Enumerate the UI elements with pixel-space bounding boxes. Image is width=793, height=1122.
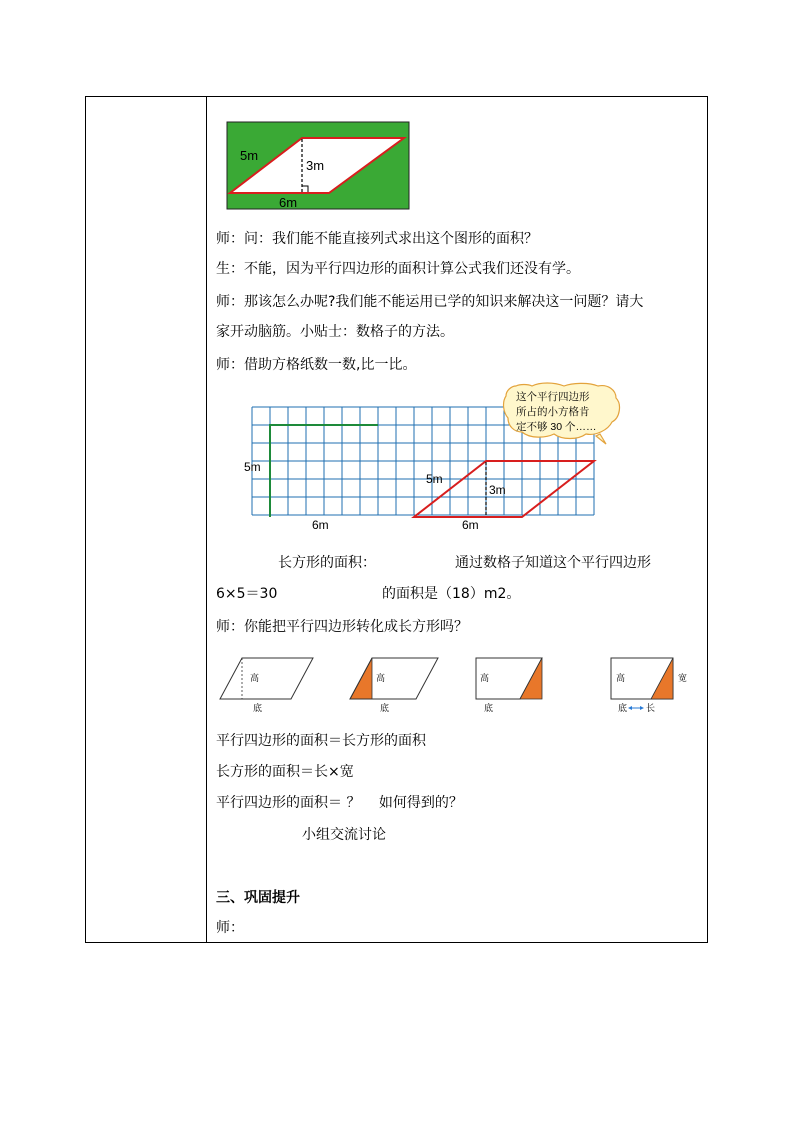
step-2 — [350, 658, 438, 713]
parallelogram-figure — [226, 121, 411, 211]
step-4-height-label: 高 — [616, 673, 626, 683]
step-3 — [476, 658, 542, 713]
question-4: 师：你能把平行四边形转化成长方形吗？ — [216, 619, 468, 635]
grid-figure — [240, 382, 630, 538]
para-side-label: 5m — [426, 472, 443, 486]
bubble-line-1: 这个平行四边形 — [516, 391, 590, 403]
step-3-triangle — [520, 658, 542, 699]
question-3: 师：借助方格纸数一数,比一比。 — [216, 357, 417, 373]
bubble-line-2: 所占的小方格肯 — [516, 406, 590, 418]
step-4-triangle — [651, 658, 673, 699]
side-label: 5m — [240, 148, 259, 163]
para-height-label: 3m — [489, 483, 506, 497]
rect-formula: 6×5＝30 — [216, 586, 278, 602]
step-4 — [611, 658, 687, 713]
column-divider — [206, 97, 207, 942]
step-3-height-label: 高 — [480, 673, 490, 683]
step-1-base-label: 底 — [253, 703, 263, 713]
teacher-label: 师： — [216, 920, 244, 936]
step-4-width-label: 宽 — [678, 673, 688, 683]
step-4-base-label: 底 — [618, 703, 628, 713]
height-label: 3m — [306, 158, 325, 173]
count-text-line-2: 的面积是（18）m2。 — [382, 586, 521, 602]
equation-1: 平行四边形的面积＝长方形的面积 — [216, 733, 426, 749]
rect-side-label: 5m — [244, 460, 261, 474]
group-discussion: 小组交流讨论 — [302, 827, 386, 843]
base-label: 6m — [279, 195, 298, 210]
question-2-line-1: 师：那该怎么办呢?我们能不能运用已学的知识来解决这一问题？请大 — [216, 294, 644, 310]
equation-2: 长方形的面积＝长×宽 — [216, 764, 354, 780]
transform-steps — [218, 654, 693, 716]
rect-area-label: 长方形的面积： — [278, 555, 376, 571]
question-2-line-2: 家开动脑筋。小贴士：数格子的方法。 — [216, 324, 454, 340]
question-1: 师：问：我们能不能直接列式求出这个图形的面积？ — [216, 231, 538, 247]
para-base-label: 6m — [462, 518, 479, 532]
section-3-heading: 三、巩固提升 — [216, 890, 300, 906]
step-1-height-label: 高 — [250, 673, 260, 683]
step-3-base-label: 底 — [484, 703, 494, 713]
rect-base-label: 6m — [312, 518, 329, 532]
step-4-arrowhead-right — [640, 706, 644, 710]
step-4-arrowhead-left — [628, 706, 632, 710]
step-2-height-label: 高 — [376, 673, 386, 683]
step-4-length-label: 长 — [646, 703, 656, 713]
step-1 — [220, 658, 313, 713]
equation-3: 平行四边形的面积＝ ？ 如何得到的？ — [216, 795, 463, 811]
step-2-base-label: 底 — [380, 703, 390, 713]
count-text-line-1: 通过数格子知道这个平行四边形 — [455, 555, 651, 571]
answer-1: 生：不能，因为平行四边形的面积计算公式我们还没有学。 — [216, 261, 580, 277]
bubble-line-3: 定不够 30 个…… — [516, 421, 597, 433]
step-1-parallelogram — [220, 658, 313, 699]
